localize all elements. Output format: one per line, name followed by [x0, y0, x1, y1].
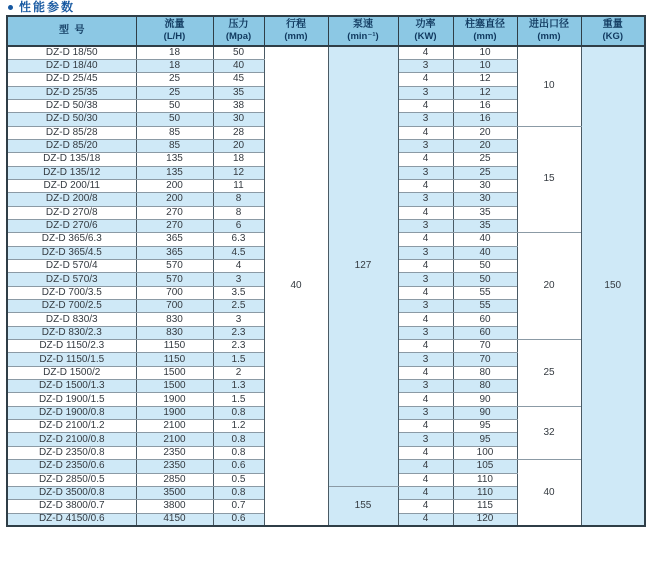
- cell-power: 3: [398, 380, 453, 393]
- cell-plunger: 20: [453, 126, 517, 139]
- cell-power: 4: [398, 486, 453, 499]
- cell-power: 3: [398, 139, 453, 152]
- cell-pressure: 20: [213, 139, 264, 152]
- cell-model: DZ-D 85/20: [7, 139, 136, 152]
- col-header-line2: (mm): [473, 31, 497, 43]
- cell-model: DZ-D 2100/1.2: [7, 420, 136, 433]
- cell-flow: 1900: [136, 393, 213, 406]
- cell-pressure: 6: [213, 219, 264, 232]
- col-header-line1: 功率: [415, 19, 436, 31]
- cell-power: 3: [398, 433, 453, 446]
- cell-power: 4: [398, 179, 453, 192]
- cell-model: DZ-D 200/8: [7, 193, 136, 206]
- cell-plunger: 90: [453, 393, 517, 406]
- cell-plunger: 120: [453, 513, 517, 526]
- cell-plunger: 95: [453, 420, 517, 433]
- cell-model: DZ-D 50/30: [7, 113, 136, 126]
- cell-model: DZ-D 135/12: [7, 166, 136, 179]
- cell-model: DZ-D 1900/0.8: [7, 406, 136, 419]
- cell-power: 4: [398, 260, 453, 273]
- cell-pressure: 2.3: [213, 326, 264, 339]
- cell-plunger: 16: [453, 99, 517, 112]
- cell-model: DZ-D 3800/0.7: [7, 500, 136, 513]
- cell-inlet: 10: [517, 46, 581, 126]
- cell-power: 3: [398, 219, 453, 232]
- cell-model: DZ-D 2100/0.8: [7, 433, 136, 446]
- col-header-line2: (Mpa): [225, 31, 252, 43]
- cell-flow: 2350: [136, 460, 213, 473]
- cell-plunger: 95: [453, 433, 517, 446]
- cell-plunger: 16: [453, 113, 517, 126]
- cell-plunger: 50: [453, 260, 517, 273]
- cell-model: DZ-D 1500/1.3: [7, 380, 136, 393]
- cell-model: DZ-D 365/4.5: [7, 246, 136, 259]
- table-body: [7, 46, 645, 526]
- cell-power: 3: [398, 166, 453, 179]
- cell-power: 3: [398, 59, 453, 72]
- cell-model: DZ-D 3500/0.8: [7, 486, 136, 499]
- col-header-line2: (mm): [284, 31, 308, 43]
- cell-model: DZ-D 1500/2: [7, 366, 136, 379]
- cell-flow: 2100: [136, 433, 213, 446]
- cell-plunger: 70: [453, 353, 517, 366]
- cell-pressure: 8: [213, 193, 264, 206]
- cell-plunger: 55: [453, 300, 517, 313]
- cell-plunger: 10: [453, 46, 517, 59]
- cell-pressure: 0.8: [213, 446, 264, 459]
- cell-power: 3: [398, 246, 453, 259]
- cell-model: DZ-D 570/3: [7, 273, 136, 286]
- cell-power: 3: [398, 406, 453, 419]
- header-row: [7, 16, 645, 46]
- col-header-line2: (KW): [414, 31, 437, 43]
- cell-flow: 1150: [136, 353, 213, 366]
- table-row: [7, 46, 645, 59]
- cell-plunger: 12: [453, 86, 517, 99]
- cell-power: 4: [398, 460, 453, 473]
- cell-power: 4: [398, 366, 453, 379]
- cell-flow: 3500: [136, 486, 213, 499]
- cell-power: 4: [398, 393, 453, 406]
- cell-flow: 700: [136, 300, 213, 313]
- cell-flow: 2100: [136, 420, 213, 433]
- cell-flow: 1150: [136, 340, 213, 353]
- col-header-line1: 进出口径: [529, 19, 569, 31]
- cell-flow: 570: [136, 260, 213, 273]
- cell-pressure: 8: [213, 206, 264, 219]
- cell-flow: 200: [136, 179, 213, 192]
- cell-power: 4: [398, 46, 453, 59]
- cell-speed: 155: [328, 486, 398, 526]
- cell-plunger: 30: [453, 193, 517, 206]
- cell-flow: 135: [136, 153, 213, 166]
- section-title: [8, 1, 75, 14]
- cell-model: DZ-D 18/40: [7, 59, 136, 72]
- cell-plunger: 115: [453, 500, 517, 513]
- cell-speed: 127: [328, 46, 398, 486]
- cell-inlet: 15: [517, 126, 581, 233]
- cell-model: DZ-D 25/35: [7, 86, 136, 99]
- cell-inlet: 20: [517, 233, 581, 340]
- cell-flow: 830: [136, 313, 213, 326]
- cell-model: DZ-D 135/18: [7, 153, 136, 166]
- cell-plunger: 60: [453, 326, 517, 339]
- cell-model: DZ-D 2350/0.8: [7, 446, 136, 459]
- cell-plunger: 20: [453, 139, 517, 152]
- cell-model: DZ-D 830/2.3: [7, 326, 136, 339]
- cell-plunger: 80: [453, 366, 517, 379]
- cell-pressure: 2.3: [213, 340, 264, 353]
- cell-pressure: 50: [213, 46, 264, 59]
- cell-pressure: 0.8: [213, 486, 264, 499]
- cell-pressure: 11: [213, 179, 264, 192]
- cell-pressure: 1.5: [213, 353, 264, 366]
- cell-plunger: 40: [453, 246, 517, 259]
- cell-pressure: 0.6: [213, 513, 264, 526]
- cell-pressure: 0.8: [213, 406, 264, 419]
- cell-weight: 150: [581, 46, 645, 526]
- cell-power: 4: [398, 340, 453, 353]
- cell-power: 4: [398, 153, 453, 166]
- cell-plunger: 40: [453, 233, 517, 246]
- cell-pressure: 28: [213, 126, 264, 139]
- cell-power: 4: [398, 473, 453, 486]
- cell-plunger: 30: [453, 179, 517, 192]
- cell-flow: 1500: [136, 380, 213, 393]
- cell-pressure: 30: [213, 113, 264, 126]
- col-header-line2: (mm): [537, 31, 561, 43]
- cell-flow: 570: [136, 273, 213, 286]
- cell-pressure: 2: [213, 366, 264, 379]
- cell-plunger: 100: [453, 446, 517, 459]
- cell-pressure: 12: [213, 166, 264, 179]
- cell-pressure: 3: [213, 273, 264, 286]
- cell-model: DZ-D 365/6.3: [7, 233, 136, 246]
- col-header-stroke: [264, 16, 328, 46]
- cell-model: DZ-D 85/28: [7, 126, 136, 139]
- cell-pressure: 0.6: [213, 460, 264, 473]
- cell-model: DZ-D 270/8: [7, 206, 136, 219]
- cell-flow: 25: [136, 73, 213, 86]
- cell-flow: 85: [136, 126, 213, 139]
- cell-model: DZ-D 18/50: [7, 46, 136, 59]
- cell-model: DZ-D 2350/0.6: [7, 460, 136, 473]
- cell-model: DZ-D 1900/1.5: [7, 393, 136, 406]
- cell-model: DZ-D 570/4: [7, 260, 136, 273]
- cell-plunger: 70: [453, 340, 517, 353]
- cell-pressure: 0.8: [213, 433, 264, 446]
- cell-pressure: 4: [213, 260, 264, 273]
- cell-flow: 1500: [136, 366, 213, 379]
- cell-flow: 200: [136, 193, 213, 206]
- cell-stroke: 40: [264, 46, 328, 526]
- cell-flow: 830: [136, 326, 213, 339]
- cell-power: 3: [398, 193, 453, 206]
- cell-flow: 85: [136, 139, 213, 152]
- cell-power: 4: [398, 233, 453, 246]
- cell-pressure: 1.3: [213, 380, 264, 393]
- cell-flow: 270: [136, 206, 213, 219]
- cell-pressure: 4.5: [213, 246, 264, 259]
- cell-flow: 700: [136, 286, 213, 299]
- cell-model: DZ-D 4150/0.6: [7, 513, 136, 526]
- cell-flow: 2850: [136, 473, 213, 486]
- cell-power: 3: [398, 300, 453, 313]
- cell-model: DZ-D 700/2.5: [7, 300, 136, 313]
- col-header-line2: (min⁻¹): [347, 31, 379, 43]
- cell-pressure: 1.5: [213, 393, 264, 406]
- cell-model: DZ-D 200/11: [7, 179, 136, 192]
- cell-flow: 1900: [136, 406, 213, 419]
- cell-model: DZ-D 1150/1.5: [7, 353, 136, 366]
- cell-plunger: 12: [453, 73, 517, 86]
- cell-power: 4: [398, 420, 453, 433]
- cell-power: 3: [398, 353, 453, 366]
- cell-power: 4: [398, 286, 453, 299]
- cell-plunger: 35: [453, 219, 517, 232]
- col-header-model: [7, 16, 136, 46]
- cell-flow: 365: [136, 246, 213, 259]
- cell-power: 3: [398, 86, 453, 99]
- col-header-line1: 压力: [228, 19, 249, 31]
- cell-flow: 365: [136, 233, 213, 246]
- col-header-line1: 流量: [164, 19, 185, 31]
- cell-flow: 18: [136, 59, 213, 72]
- cell-flow: 25: [136, 86, 213, 99]
- cell-plunger: 25: [453, 166, 517, 179]
- cell-plunger: 35: [453, 206, 517, 219]
- cell-pressure: 0.5: [213, 473, 264, 486]
- cell-pressure: 3.5: [213, 286, 264, 299]
- col-header-line1: 泵速: [353, 19, 373, 31]
- col-header-line2: (KG): [602, 31, 624, 43]
- cell-inlet: 40: [517, 460, 581, 527]
- cell-inlet: 25: [517, 340, 581, 407]
- cell-flow: 4150: [136, 513, 213, 526]
- bullet-icon: [8, 5, 13, 10]
- cell-plunger: 110: [453, 473, 517, 486]
- cell-plunger: 10: [453, 59, 517, 72]
- cell-pressure: 3: [213, 313, 264, 326]
- col-header-line1: 行程: [286, 19, 306, 31]
- cell-power: 3: [398, 273, 453, 286]
- cell-power: 3: [398, 326, 453, 339]
- cell-power: 4: [398, 500, 453, 513]
- cell-model: DZ-D 25/45: [7, 73, 136, 86]
- col-header-speed: [328, 16, 398, 46]
- cell-flow: 3800: [136, 500, 213, 513]
- cell-plunger: 80: [453, 380, 517, 393]
- col-header-line2: (L/H): [163, 31, 186, 43]
- cell-power: 4: [398, 313, 453, 326]
- cell-power: 4: [398, 206, 453, 219]
- cell-pressure: 1.2: [213, 420, 264, 433]
- cell-power: 4: [398, 126, 453, 139]
- col-header-line1: 柱塞直径: [465, 19, 505, 31]
- cell-flow: 135: [136, 166, 213, 179]
- table-header: [7, 16, 645, 46]
- cell-model: DZ-D 50/38: [7, 99, 136, 112]
- cell-plunger: 60: [453, 313, 517, 326]
- cell-pressure: 2.5: [213, 300, 264, 313]
- cell-plunger: 90: [453, 406, 517, 419]
- cell-power: 4: [398, 99, 453, 112]
- col-header-power: [398, 16, 453, 46]
- cell-inlet: 32: [517, 406, 581, 459]
- cell-flow: 50: [136, 113, 213, 126]
- cell-model: DZ-D 270/6: [7, 219, 136, 232]
- cell-model: DZ-D 700/3.5: [7, 286, 136, 299]
- col-header-inlet: [517, 16, 581, 46]
- cell-flow: 50: [136, 99, 213, 112]
- col-header-line1: 重量: [602, 19, 623, 31]
- cell-power: 4: [398, 513, 453, 526]
- cell-pressure: 18: [213, 153, 264, 166]
- col-header-weight: [581, 16, 645, 46]
- cell-flow: 2350: [136, 446, 213, 459]
- cell-model: DZ-D 2850/0.5: [7, 473, 136, 486]
- cell-power: 4: [398, 446, 453, 459]
- col-header-flow: [136, 16, 213, 46]
- cell-pressure: 6.3: [213, 233, 264, 246]
- col-header-pressure: [213, 16, 264, 46]
- cell-pressure: 45: [213, 73, 264, 86]
- cell-flow: 270: [136, 219, 213, 232]
- cell-power: 4: [398, 73, 453, 86]
- cell-model: DZ-D 830/3: [7, 313, 136, 326]
- cell-model: DZ-D 1150/2.3: [7, 340, 136, 353]
- cell-plunger: 50: [453, 273, 517, 286]
- cell-pressure: 38: [213, 99, 264, 112]
- section-title-text: 性能参数: [19, 0, 76, 14]
- cell-plunger: 55: [453, 286, 517, 299]
- cell-pressure: 40: [213, 59, 264, 72]
- cell-power: 3: [398, 113, 453, 126]
- cell-pressure: 0.7: [213, 500, 264, 513]
- performance-spec-table: [6, 15, 646, 527]
- col-header-plunger: [453, 16, 517, 46]
- cell-plunger: 105: [453, 460, 517, 473]
- col-header-line1: 型 号: [58, 25, 85, 36]
- cell-flow: 18: [136, 46, 213, 59]
- cell-pressure: 35: [213, 86, 264, 99]
- cell-plunger: 25: [453, 153, 517, 166]
- cell-plunger: 110: [453, 486, 517, 499]
